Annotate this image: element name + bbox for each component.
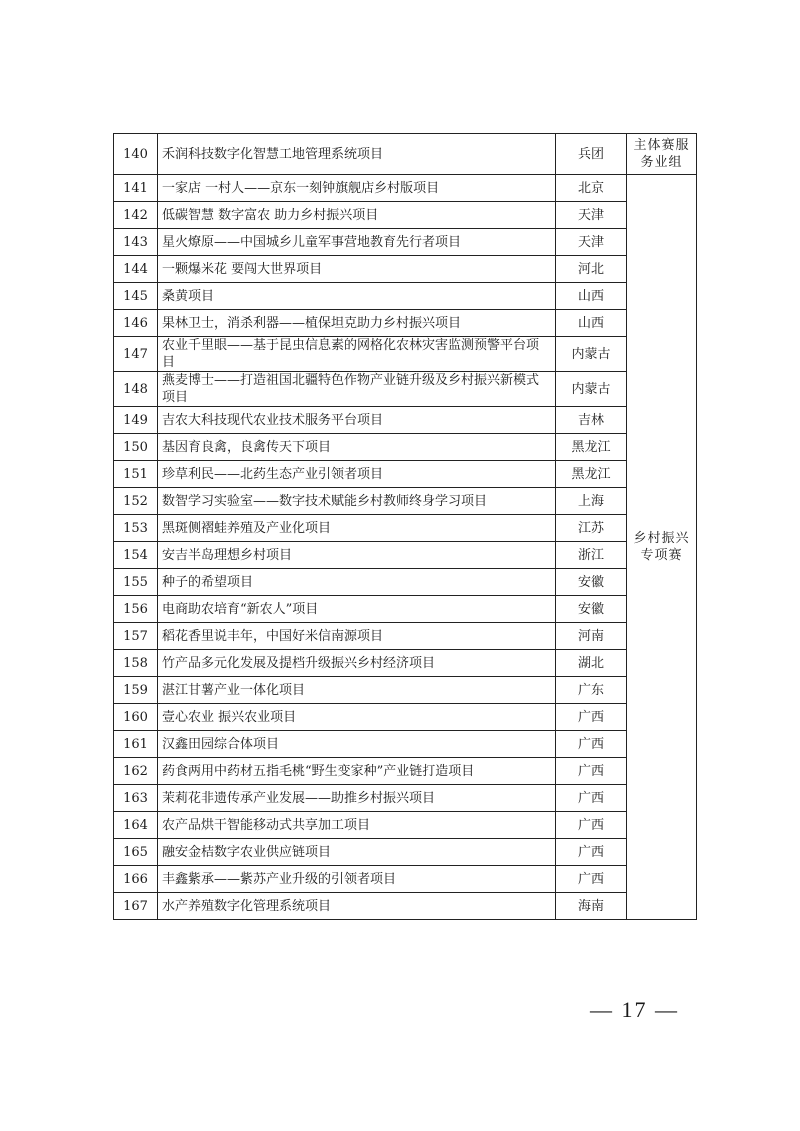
project-region: 广西 — [556, 839, 627, 866]
project-name: 竹产品多元化发展及提档升级振兴乡村经济项目 — [158, 650, 556, 677]
project-region: 内蒙古 — [556, 372, 627, 407]
row-number: 166 — [114, 866, 158, 893]
project-region: 天津 — [556, 202, 627, 229]
table-row — [114, 310, 697, 337]
project-region: 广西 — [556, 866, 627, 893]
row-number: 153 — [114, 515, 158, 542]
project-region: 天津 — [556, 229, 627, 256]
project-region: 兵团 — [556, 134, 627, 175]
row-number: 160 — [114, 704, 158, 731]
table-row — [114, 812, 697, 839]
project-region: 广东 — [556, 677, 627, 704]
table-row — [114, 337, 697, 372]
project-name: 吉农大科技现代农业技术服务平台项目 — [158, 407, 556, 434]
project-region: 广西 — [556, 758, 627, 785]
project-name: 种子的希望项目 — [158, 569, 556, 596]
table-row — [114, 488, 697, 515]
table-row — [114, 175, 697, 202]
project-name: 安吉半岛理想乡村项目 — [158, 542, 556, 569]
row-number: 150 — [114, 434, 158, 461]
row-number: 167 — [114, 893, 158, 920]
row-number: 147 — [114, 337, 158, 372]
project-name: 禾润科技数字化智慧工地管理系统项目 — [158, 134, 556, 175]
project-region: 江苏 — [556, 515, 627, 542]
row-number: 140 — [114, 134, 158, 175]
project-region: 广西 — [556, 812, 627, 839]
project-name: 药食两用中药材五指毛桃“野生变家种”产业链打造项目 — [158, 758, 556, 785]
project-name: 基因育良禽，良禽传天下项目 — [158, 434, 556, 461]
row-number: 151 — [114, 461, 158, 488]
project-region: 上海 — [556, 488, 627, 515]
project-name: 低碳智慧 数字富农 助力乡村振兴项目 — [158, 202, 556, 229]
project-name: 茉莉花非遗传承产业发展——助推乡村振兴项目 — [158, 785, 556, 812]
table-row — [114, 596, 697, 623]
project-name: 数智学习实验室——数字技术赋能乡村教师终身学习项目 — [158, 488, 556, 515]
project-region: 广西 — [556, 704, 627, 731]
project-region: 河北 — [556, 256, 627, 283]
project-name: 稻花香里说丰年，中国好米信南源项目 — [158, 623, 556, 650]
table-row — [114, 677, 697, 704]
project-region: 湖北 — [556, 650, 627, 677]
table-row — [114, 283, 697, 310]
project-name: 一颗爆米花 要闯大世界项目 — [158, 256, 556, 283]
row-number: 142 — [114, 202, 158, 229]
project-name: 电商助农培育“新农人”项目 — [158, 596, 556, 623]
table-row — [114, 134, 697, 175]
table-row — [114, 758, 697, 785]
project-region: 广西 — [556, 731, 627, 758]
project-name: 湛江甘薯产业一体化项目 — [158, 677, 556, 704]
table-row — [114, 569, 697, 596]
project-name: 水产养殖数字化管理系统项目 — [158, 893, 556, 920]
project-name: 燕麦博士——打造祖国北疆特色作物产业链升级及乡村振兴新模式项目 — [158, 372, 556, 407]
project-region: 河南 — [556, 623, 627, 650]
project-name: 壹心农业 振兴农业项目 — [158, 704, 556, 731]
table-row — [114, 515, 697, 542]
project-region: 安徽 — [556, 596, 627, 623]
project-table-body — [114, 134, 697, 920]
project-name: 星火燎原——中国城乡儿童军事营地教育先行者项目 — [158, 229, 556, 256]
table-row — [114, 407, 697, 434]
table-row — [114, 372, 697, 407]
row-number: 164 — [114, 812, 158, 839]
project-name: 珍草利民——北药生态产业引领者项目 — [158, 461, 556, 488]
table-row — [114, 202, 697, 229]
table-row — [114, 256, 697, 283]
row-number: 163 — [114, 785, 158, 812]
project-region: 北京 — [556, 175, 627, 202]
project-region: 黑龙江 — [556, 461, 627, 488]
table-row — [114, 623, 697, 650]
row-number: 144 — [114, 256, 158, 283]
project-name: 桑黄项目 — [158, 283, 556, 310]
row-number: 157 — [114, 623, 158, 650]
table-row — [114, 434, 697, 461]
table-row — [114, 650, 697, 677]
row-number: 158 — [114, 650, 158, 677]
row-number: 141 — [114, 175, 158, 202]
project-name: 汉鑫田园综合体项目 — [158, 731, 556, 758]
project-region: 山西 — [556, 283, 627, 310]
project-region: 海南 — [556, 893, 627, 920]
table-row — [114, 542, 697, 569]
project-name: 黑斑侧褶蛙养殖及产业化项目 — [158, 515, 556, 542]
project-region: 黑龙江 — [556, 434, 627, 461]
project-region: 山西 — [556, 310, 627, 337]
project-name: 融安金桔数字农业供应链项目 — [158, 839, 556, 866]
row-number: 165 — [114, 839, 158, 866]
project-name: 果林卫士，消杀利器——植保坦克助力乡村振兴项目 — [158, 310, 556, 337]
project-name: 农业千里眼——基于昆虫信息素的网格化农林灾害监测预警平台项目 — [158, 337, 556, 372]
project-region: 安徽 — [556, 569, 627, 596]
row-number: 145 — [114, 283, 158, 310]
table-row — [114, 785, 697, 812]
group-rural-revitalization: 乡村振兴专项赛 — [627, 175, 697, 920]
row-number: 146 — [114, 310, 158, 337]
project-name: 丰鑫紫承——紫苏产业升级的引领者项目 — [158, 866, 556, 893]
row-number: 143 — [114, 229, 158, 256]
row-number: 156 — [114, 596, 158, 623]
table-row — [114, 704, 697, 731]
table-row — [114, 839, 697, 866]
table-row — [114, 461, 697, 488]
row-number: 159 — [114, 677, 158, 704]
table-row — [114, 893, 697, 920]
row-number: 148 — [114, 372, 158, 407]
row-number: 161 — [114, 731, 158, 758]
row-number: 149 — [114, 407, 158, 434]
group-main-services: 主体赛服务业组 — [627, 134, 697, 175]
project-region: 吉林 — [556, 407, 627, 434]
project-name: 农产品烘干智能移动式共享加工项目 — [158, 812, 556, 839]
project-region: 广西 — [556, 785, 627, 812]
project-table — [113, 133, 697, 920]
project-region: 内蒙古 — [556, 337, 627, 372]
row-number: 162 — [114, 758, 158, 785]
table-row — [114, 229, 697, 256]
page-number: — 17 — — [590, 997, 679, 1022]
table-row — [114, 866, 697, 893]
table-row — [114, 731, 697, 758]
project-name: 一家店 一村人——京东一刻钟旗舰店乡村版项目 — [158, 175, 556, 202]
row-number: 152 — [114, 488, 158, 515]
row-number: 155 — [114, 569, 158, 596]
row-number: 154 — [114, 542, 158, 569]
project-region: 浙江 — [556, 542, 627, 569]
